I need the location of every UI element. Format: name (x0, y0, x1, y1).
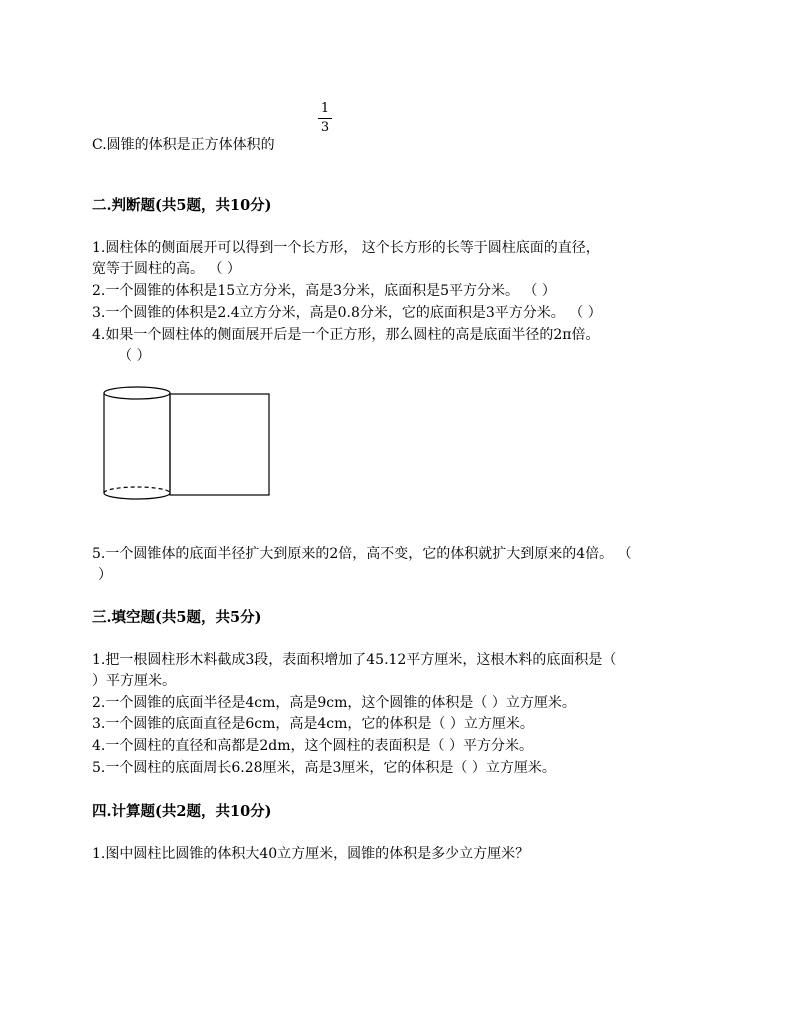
s2-question-5-line2: ） (98, 567, 112, 583)
fraction-denominator: 3 (320, 120, 330, 135)
lateral-surface-square (170, 394, 269, 495)
s4-question-1: 1.图中圆柱比圆锥的体积大40立方厘米，圆锥的体积是多少立方厘米？ (92, 846, 530, 862)
section-2-title: 二.判断题(共5题，共10分) (92, 197, 272, 214)
section-4-title: 四.计算题(共2题，共10分) (92, 803, 272, 820)
s3-question-1-line2: ）平方厘米。 (92, 673, 176, 689)
option-c-text: C.圆锥的体积是正方体体积的 (92, 137, 275, 153)
s3-question-4: 4.一个圆柱的直径和高都是2dm，这个圆柱的表面积是（ ）平方分米。 (92, 738, 533, 754)
s2-question-3: 3.一个圆锥的体积是2.4立方分米，高是0.8分米，它的底面积是3平方分米。 （ ） (92, 305, 602, 321)
section-3-title: 三.填空题(共5题，共5分) (92, 609, 262, 626)
s2-question-5-line1: 5.一个圆锥体的底面半径扩大到原来的2倍，高不变，它的体积就扩大到原来的4倍。 （ (92, 546, 632, 562)
cylinder-top-ellipse (104, 387, 170, 399)
s2-question-4-line1: 4.如果一个圆柱体的侧面展开后是一个正方形，那么圆柱的高是底面半径的2π倍。 (92, 327, 600, 343)
s2-question-1-line1: 1.圆柱体的侧面展开可以得到一个长方形， 这个长方形的长等于圆柱底面的直径， (92, 240, 600, 256)
s3-question-5: 5.一个圆柱的底面周长6.28厘米，高是3厘米，它的体积是（ ）立方厘米。 (92, 760, 556, 776)
cylinder-unrolled-diagram (100, 384, 272, 500)
s3-question-3: 3.一个圆锥的底面直径是6cm，高是4cm，它的体积是（ ）立方厘米。 (92, 716, 534, 732)
fraction-one-third (318, 102, 332, 135)
cylinder-bottom-front-arc (104, 493, 170, 499)
cylinder-bottom-hidden-arc (104, 487, 170, 493)
s3-question-2: 2.一个圆锥的底面半径是4cm，高是9cm，这个圆锥的体积是（ ）立方厘米。 (92, 695, 576, 711)
s3-question-1-line1: 1.把一根圆柱形木料截成3段，表面积增加了45.12平方厘米，这根木料的底面积是（ (92, 652, 617, 668)
fraction-numerator: 1 (320, 101, 330, 116)
s2-question-1-line2: 宽等于圆柱的高。 （ ） (92, 261, 241, 277)
s2-question-4-line2: （ ） (118, 348, 151, 364)
fraction-bar (318, 118, 332, 119)
s2-question-2: 2.一个圆锥的体积是15立方分米，高是3分米，底面积是5平方分米。 （ ） (92, 283, 556, 299)
